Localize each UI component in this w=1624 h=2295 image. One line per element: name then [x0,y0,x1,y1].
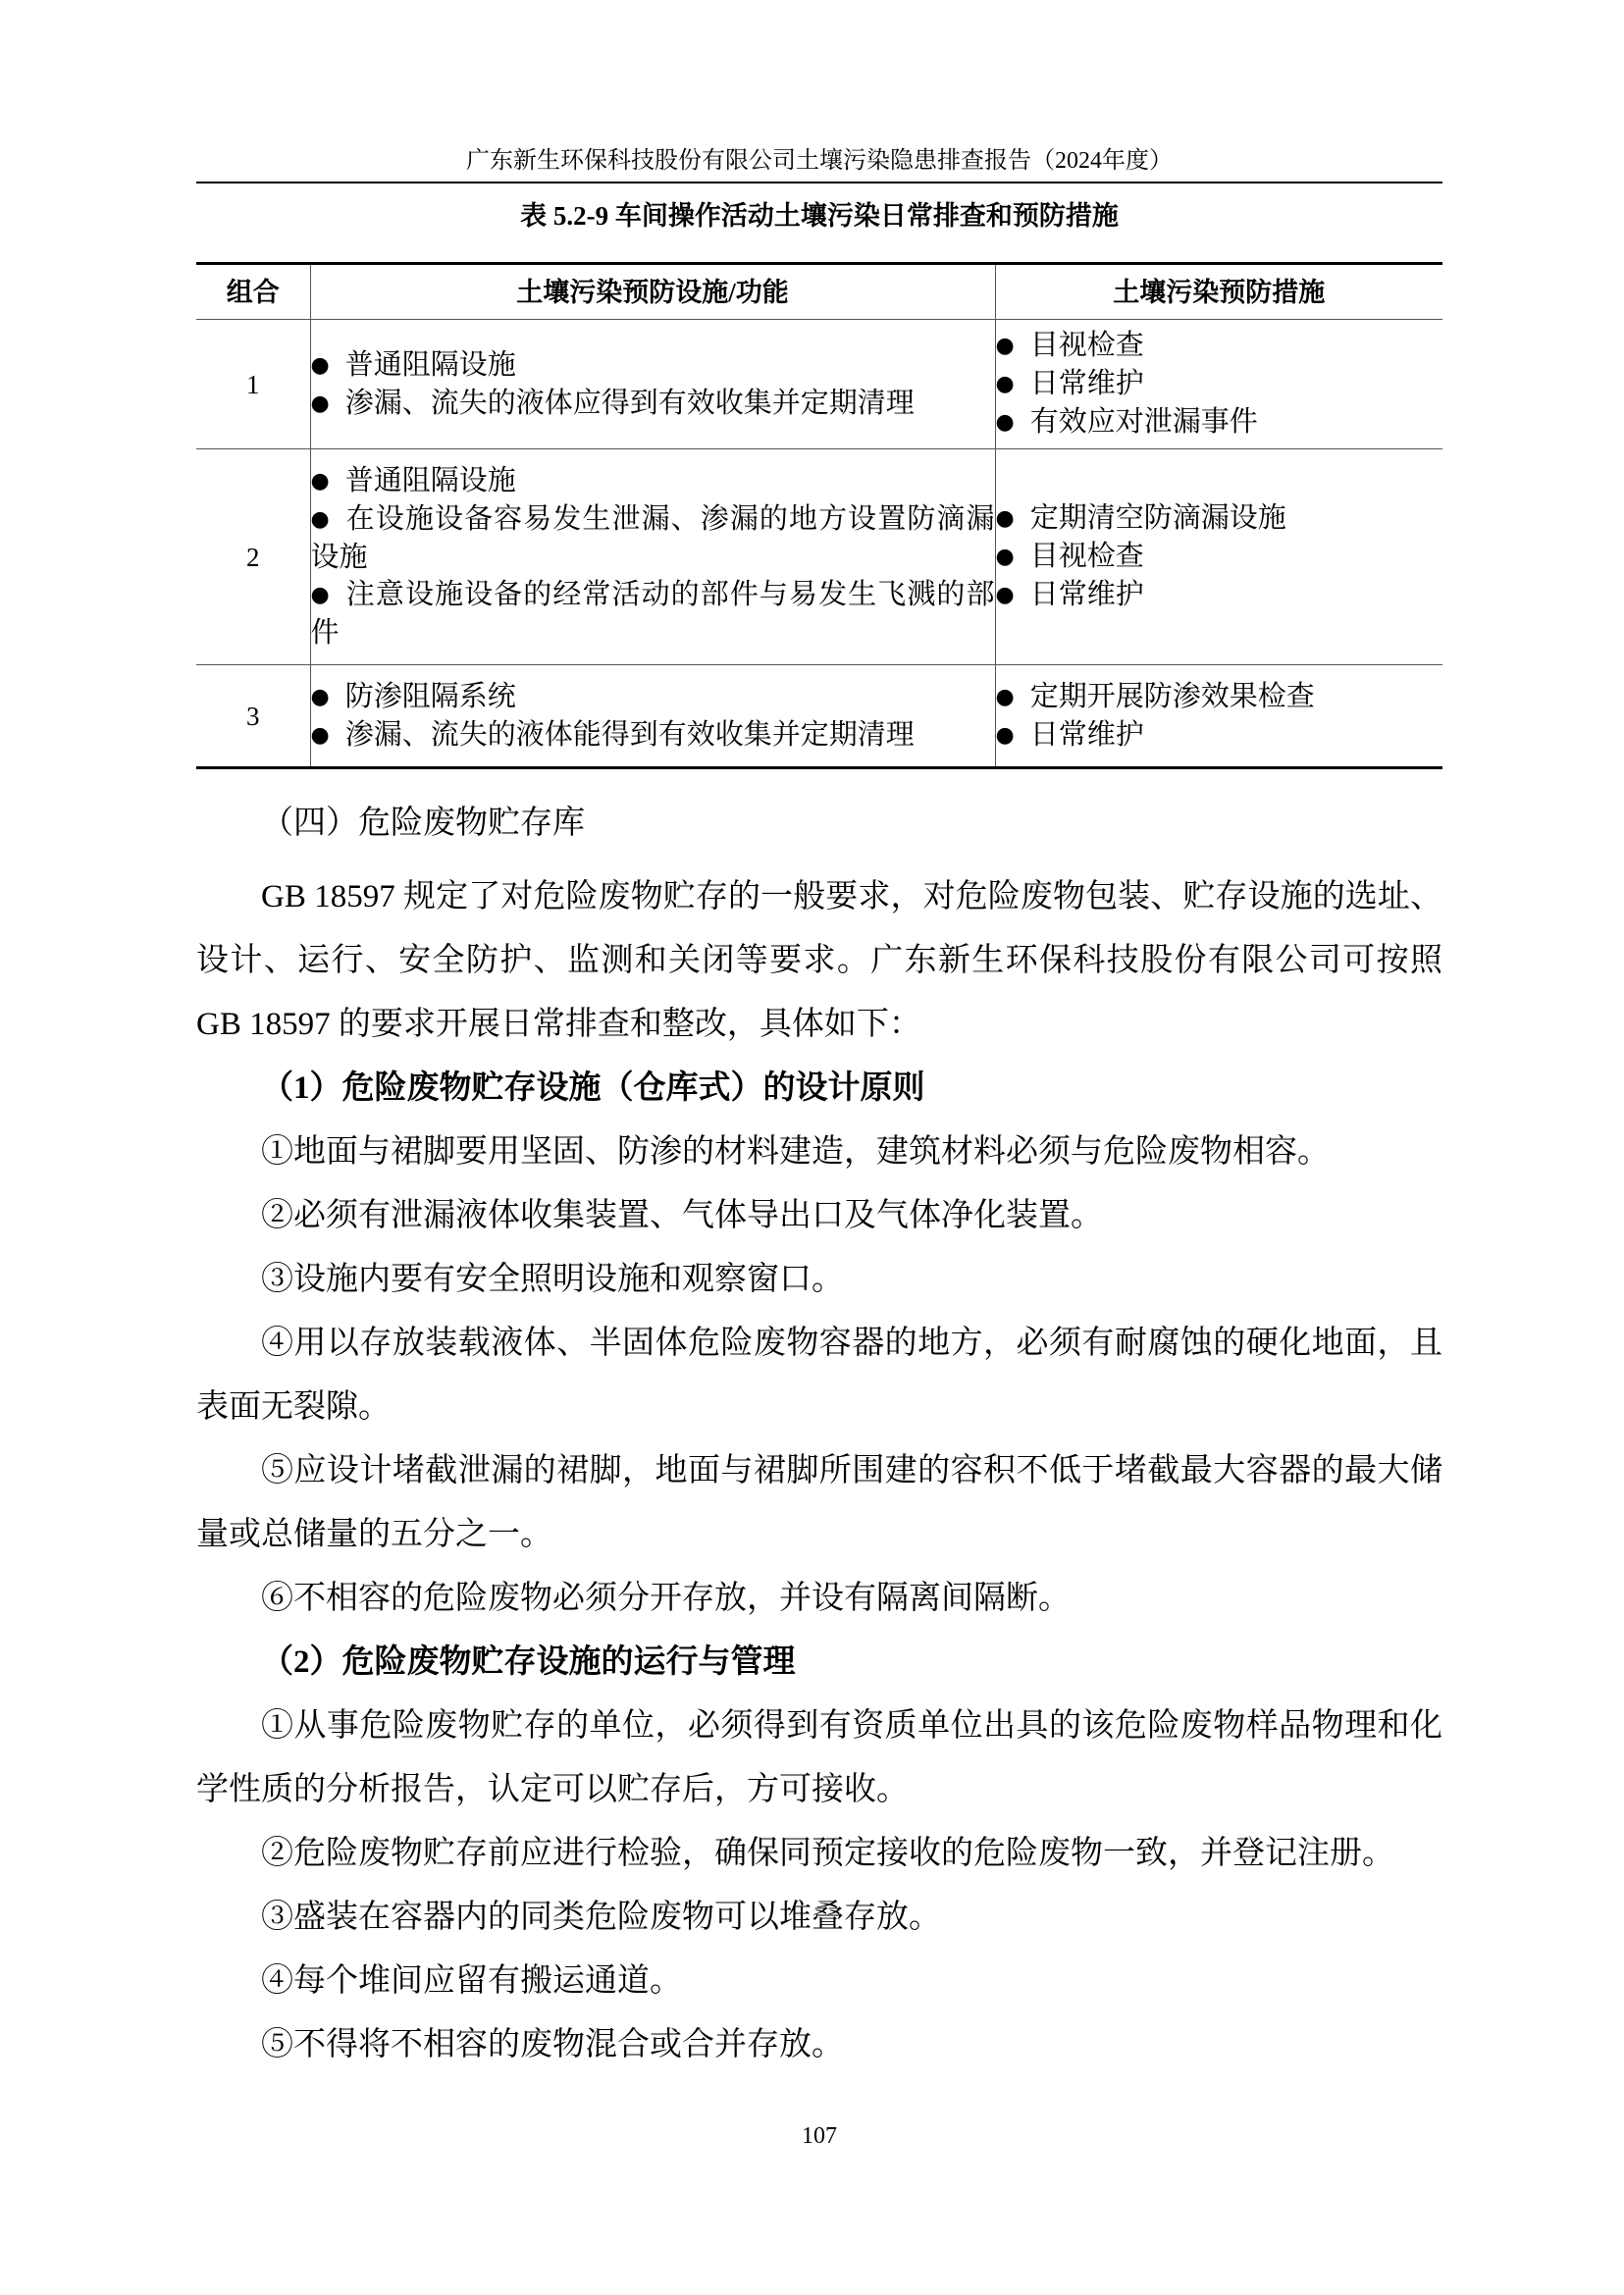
measure-item [996,327,1443,365]
facility-item [311,500,995,576]
facility-item [311,346,995,385]
measure-text: 目视检查 [1029,541,1144,572]
body-text [196,792,1442,2097]
facility-item [311,462,995,500]
bullet-icon: ● [995,545,1015,569]
measure-text: 定期开展防渗效果检查 [1029,680,1315,712]
bullet-icon: ● [995,722,1015,748]
facility-text: 普通阻隔设施 [344,465,516,496]
subheading: （1）危险废物贮存设施（仓库式）的设计原则 [261,1070,925,1106]
paragraph: ③设施内要有安全照明设施和观察窗口。 [261,1262,844,1297]
column-header-facilities: 土壤污染预防设施/功能 [310,264,995,320]
measure-item [996,538,1443,576]
facilities-cell [310,449,995,665]
measures-cell [995,449,1442,665]
facility-text: 注意设施设备的经常活动的部件与易发生飞溅的部件 [310,579,995,649]
bullet-icon: ● [310,507,331,532]
measures-cell [995,320,1442,449]
header-rule [196,182,1442,183]
facilities-cell [310,320,995,449]
facility-item [311,678,995,716]
bullet-icon: ● [310,684,330,709]
page-header-title: 广东新生环保科技股份有限公司土壤污染隐患排查报告（2024年度） [466,148,1173,174]
table-row [196,320,1442,449]
paragraph: ⑤应设计堵截泄漏的裙脚，地面与裙脚所围建的容积不低于堵截最大容器的最大储量或总储量的五分之一。 [196,1453,1442,1552]
facility-text: 在设施设备容易发生泄漏、渗漏的地方设置防滴漏设施 [310,503,995,573]
measure-item [996,716,1443,755]
group-number: 3 [196,665,310,768]
measure-text: 日常维护 [1029,368,1144,399]
facilities-cell [310,665,995,768]
bullet-icon: ● [310,469,330,494]
column-header-measures: 土壤污染预防措施 [995,264,1442,320]
paragraph: ②必须有泄漏液体收集装置、气体导出口及气体净化装置。 [261,1198,1103,1233]
paragraph: ②危险废物贮存前应进行检验，确保同预定接收的危险废物一致，并登记注册。 [261,1836,1394,1871]
subheading: （2）危险废物贮存设施的运行与管理 [261,1644,796,1680]
measure-item [996,365,1443,403]
facility-text: 渗漏、流失的液体应得到有效收集并定期清理 [344,387,915,419]
facility-text: 渗漏、流失的液体能得到有效收集并定期清理 [344,718,915,751]
bullet-icon: ● [310,352,330,378]
facility-item [311,385,995,423]
paragraph: ③盛装在容器内的同类危险废物可以堆叠存放。 [261,1900,941,1935]
paragraph: ①从事危险废物贮存的单位，必须得到有资质单位出具的该危险废物样品物理和化学性质的分析报告，认定可以贮存后，方可接收。 [196,1708,1442,1807]
measure-text: 有效应对泄漏事件 [1029,406,1258,438]
group-number: 2 [196,449,310,665]
measure-item [996,403,1443,442]
measures-cell [995,665,1442,768]
paragraph: ①地面与裙脚要用坚固、防渗的材料建造，建筑材料必须与危险废物相容。 [261,1134,1330,1170]
bullet-icon: ● [995,410,1015,435]
facility-text: 普通阻隔设施 [344,348,516,381]
facility-item [311,716,995,755]
page-number: 107 [802,2123,837,2149]
section-title: （四）危险废物贮存库 [261,806,585,841]
bullet-icon: ● [310,583,331,607]
table-caption: 表 5.2-9 车间操作活动土壤污染日常排查和预防措施 [520,201,1119,231]
table-header-row [196,264,1442,320]
bullet-icon: ● [995,583,1015,607]
bullet-icon: ● [995,684,1015,709]
bullet-icon: ● [995,506,1015,531]
measure-text: 日常维护 [1029,579,1144,610]
facility-text: 防渗阻隔系统 [344,680,516,712]
measure-item [996,678,1443,716]
measure-text: 日常维护 [1029,718,1144,751]
group-number: 1 [196,320,310,449]
bullet-icon: ● [310,722,330,748]
paragraph: ④用以存放装载液体、半固体危险废物容器的地方，必须有耐腐蚀的硬化地面，且表面无裂隙。 [196,1326,1442,1425]
bullet-icon: ● [995,334,1015,358]
measure-item [996,576,1443,614]
measure-text: 定期清空防滴漏设施 [1029,502,1286,534]
measure-item [996,499,1443,538]
paragraph: ⑥不相容的危险废物必须分开存放，并设有隔离间隔断。 [261,1581,1071,1616]
prevention-measures-table [196,262,1442,769]
table-row [196,665,1442,768]
column-header-group: 组合 [196,264,310,320]
measure-text: 目视检查 [1029,330,1144,361]
paragraph: GB 18597 规定了对危险废物贮存的一般要求，对危险废物包装、贮存设施的选址、设计、运行、安全防护、监测和关闭等要求。广东新生环保科技股份有限公司可按照 GB 18597 的要求开展日常排查和整改，具体如下： [196,879,1442,1042]
table-row [196,449,1442,665]
facility-item [311,576,995,652]
bullet-icon: ● [310,391,330,416]
paragraph: ⑤不得将不相容的废物混合或合并存放。 [261,2027,844,2062]
bullet-icon: ● [995,372,1015,396]
paragraph: ④每个堆间应留有搬运通道。 [261,1963,682,1999]
